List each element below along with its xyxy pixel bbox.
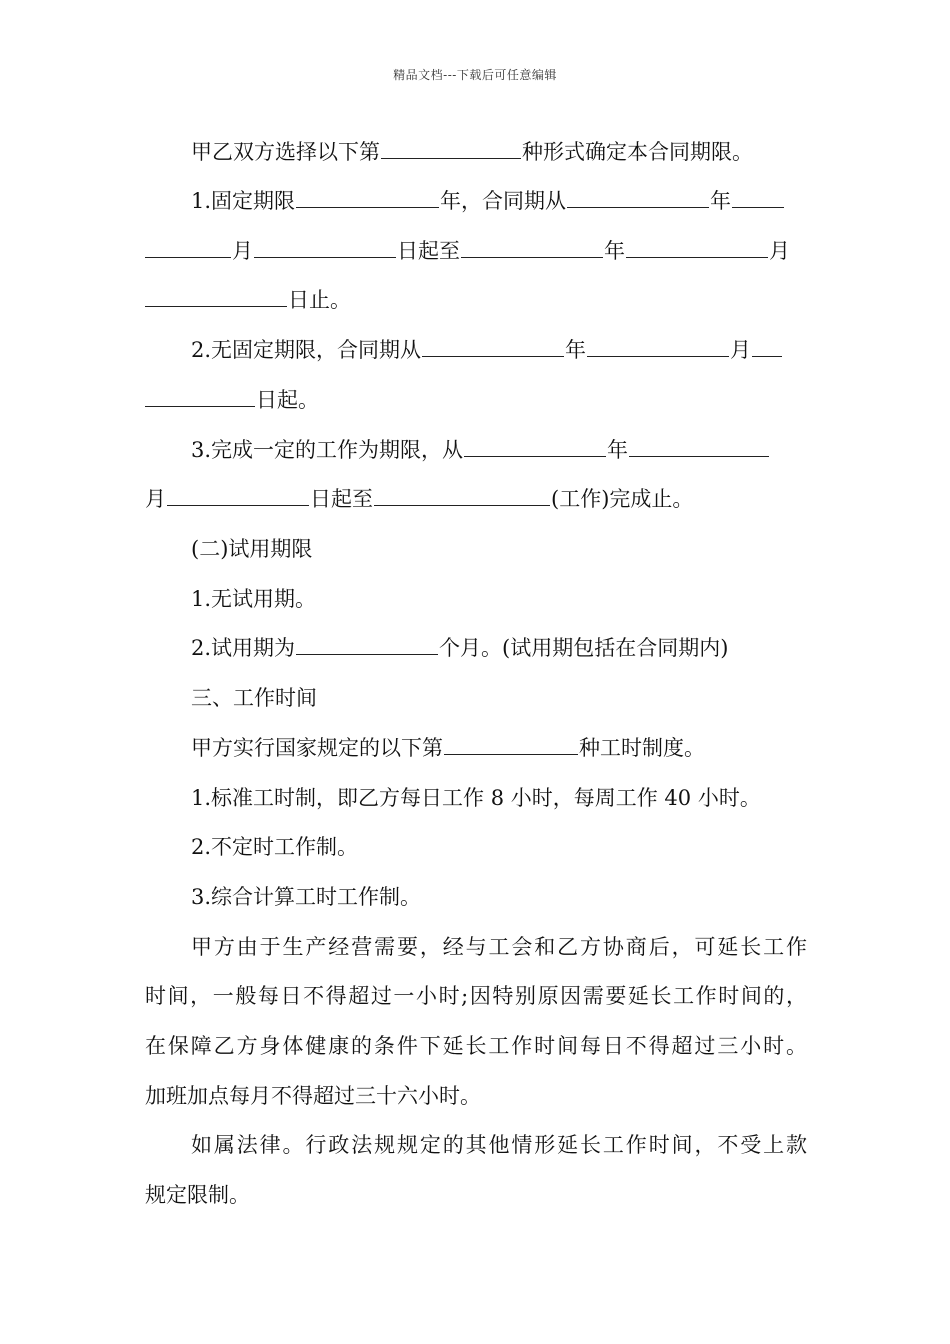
fixed-term-dates-line: [145, 236, 807, 266]
fill-blank[interactable]: [626, 239, 768, 258]
text-segment: 月: [730, 338, 752, 362]
fill-blank[interactable]: [422, 338, 564, 357]
fill-blank[interactable]: [732, 189, 784, 208]
section-heading: (二)试用期限: [191, 537, 313, 561]
contract-term-intro-line: [145, 137, 807, 167]
paragraph-line: 2.不定时工作制。: [191, 835, 359, 859]
fixed-term-end-line: [145, 285, 807, 315]
section-heading: 三、工作时间: [191, 686, 317, 710]
fill-blank[interactable]: [444, 736, 578, 755]
text-segment: 2.试用期为: [191, 636, 296, 660]
text-segment: 个月。(试用期包括在合同期内): [439, 636, 729, 660]
paragraph-line: 规定限制。: [145, 1183, 250, 1207]
text-segment: 种工时制度。: [579, 736, 705, 760]
text-segment: 甲方实行国家规定的以下第: [191, 736, 443, 760]
text-segment: 1.固定期限: [191, 189, 296, 213]
fill-blank[interactable]: [381, 140, 521, 159]
text-segment: 年: [604, 239, 625, 263]
fill-blank[interactable]: [296, 189, 439, 208]
fill-blank[interactable]: [752, 338, 782, 357]
text-segment: 月: [769, 239, 790, 263]
paragraph-line: 1.标准工时制，即乙方每日工作 8 小时，每周工作 40 小时。: [191, 786, 761, 810]
fill-blank[interactable]: [145, 288, 287, 307]
paragraph-line: 如属法律。行政法规规定的其他情形延长工作时间，不受上款: [191, 1133, 807, 1157]
text-segment: (工作)完成止。: [551, 487, 694, 511]
paragraph-line: 甲方由于生产经营需要，经与工会和乙方协商后，可延长工作: [191, 935, 807, 959]
fill-blank[interactable]: [145, 388, 255, 407]
open-term-start-line: [145, 385, 807, 415]
text-segment: 月: [145, 487, 166, 511]
paragraph-line: 加班加点每月不得超过三十六小时。: [145, 1084, 481, 1108]
task-term-dates-line: [145, 484, 807, 514]
fill-blank[interactable]: [567, 189, 709, 208]
fill-blank[interactable]: [461, 239, 603, 258]
fill-blank[interactable]: [587, 338, 729, 357]
task-term-line: [145, 435, 807, 465]
paragraph-line: 在保障乙方身体健康的条件下延长工作时间每日不得超过三小时。: [145, 1034, 807, 1058]
fill-blank[interactable]: [296, 636, 438, 655]
fill-blank[interactable]: [254, 239, 396, 258]
text-segment: 年: [710, 189, 732, 213]
fill-blank[interactable]: [374, 487, 550, 506]
open-term-line: [145, 335, 807, 365]
text-segment: 日起至: [397, 239, 460, 263]
paragraph-line: 时间，一般每日不得超过一小时;因特别原因需要延长工作时间的，: [145, 984, 807, 1008]
page-header: 精品文档---下载后可任意编辑: [393, 68, 557, 82]
text-segment: 月: [232, 239, 253, 263]
text-segment: 3.完成一定的工作为期限，从: [191, 438, 464, 462]
paragraph-line: 1.无试用期。: [191, 587, 317, 611]
text-segment: 年: [607, 438, 629, 462]
fixed-term-line: [145, 186, 807, 216]
fill-blank[interactable]: [629, 438, 769, 457]
hours-system-line: [145, 733, 807, 763]
text-segment: 日止。: [288, 288, 351, 312]
text-segment: 日起。: [256, 388, 319, 412]
text-segment: 日起至: [310, 487, 373, 511]
text-segment: 甲乙双方选择以下第: [191, 140, 380, 164]
text-segment: 年，合同期从: [440, 189, 567, 213]
text-segment: 种形式确定本合同期限。: [522, 140, 753, 164]
text-segment: 2.无固定期限，合同期从: [191, 338, 422, 362]
probation-line: [145, 633, 807, 663]
fill-blank[interactable]: [167, 487, 309, 506]
paragraph-line: 3.综合计算工时工作制。: [191, 885, 422, 909]
fill-blank[interactable]: [464, 438, 606, 457]
fill-blank[interactable]: [145, 239, 231, 258]
text-segment: 年: [565, 338, 587, 362]
